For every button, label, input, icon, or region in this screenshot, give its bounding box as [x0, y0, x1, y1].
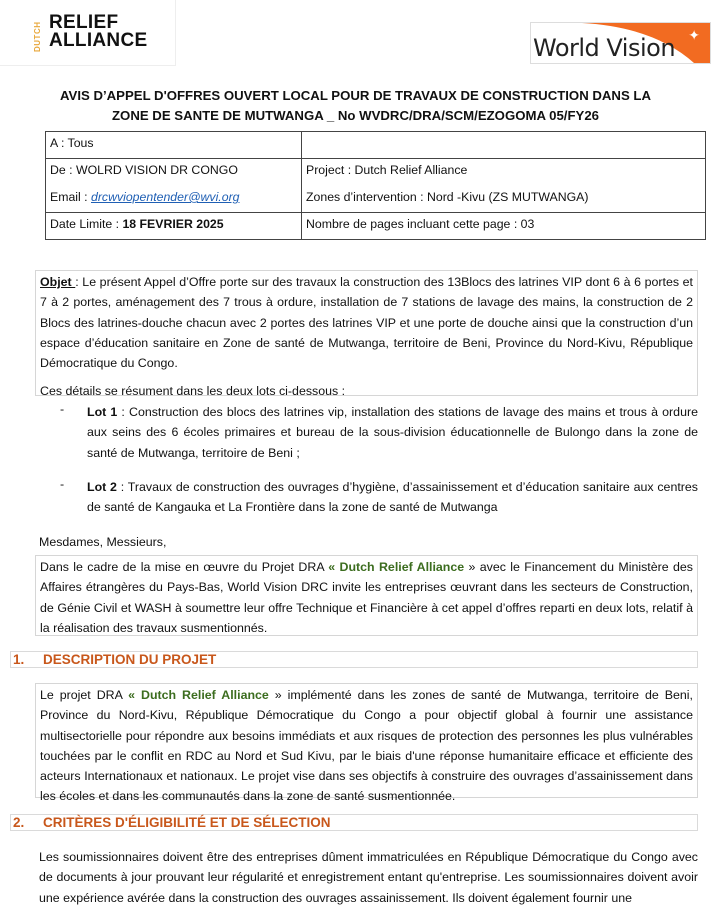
dra-highlight: « Dutch Relief Alliance — [128, 688, 269, 702]
criteria-paragraph: Les soumissionnaires doivent être des entreprises dûment immatriculées en République Démocratique du Congo avec de documents à jour prouvant leur régularité et enregistrement entant qu'entreprise. Les soumissionnaires doivent avoir une expérience avérée dans la construction des ouvrages assainissement. Ils doivent également fournir une — [39, 850, 698, 905]
deadline-cell: Date Limite : 18 FEVRIER 2025 — [46, 213, 302, 240]
bullet-dash: - — [60, 477, 65, 491]
objet-label: Objet — [40, 275, 76, 289]
dutch-relief-alliance-logo — [0, 0, 176, 66]
header-info-table — [45, 131, 706, 240]
world-vision-logo: ✦ World Vision — [530, 22, 711, 64]
greeting: Mesdames, Messieurs, — [39, 535, 167, 549]
bullet-dash: - — [60, 402, 65, 416]
logo-relief-alliance-text: RELIEF ALLIANCE — [49, 12, 148, 51]
deadline-date: 18 FEVRIER 2025 — [122, 217, 224, 231]
zones-text: Zones d’intervention : Nord -Kivu (ZS MUTWANGA) — [306, 190, 589, 204]
intro-box — [35, 555, 698, 636]
email-link[interactable]: drcwviopentender@wvi.org — [91, 190, 240, 204]
description-box — [35, 683, 698, 804]
star-icon: ✦ — [688, 27, 700, 43]
lot-item: - Lot 1 : Construction des blocs des latrines vip, installation des stations de lavage des mains et trous à ordure aux seins des 6 écoles primaires et bureau de la sous-division éducationnelle de Bulongo dans la zone de santé de Mutwanga, territoire de Beni ; — [60, 402, 698, 460]
from-text: De : WOLRD VISION DR CONGO — [50, 163, 238, 177]
logo-dutch-text: DUTCH — [33, 21, 42, 52]
objet-box — [35, 270, 698, 399]
section-heading-criteria: 2. CRITÈRES D'ÉLIGIBILITÉ ET DE SÉLECTION — [10, 814, 698, 831]
project-text: Project : Dutch Relief Alliance — [306, 163, 468, 177]
table-row — [46, 213, 706, 240]
email-line: Email : drcwviopentender@wvi.org — [50, 190, 240, 204]
document-title: AVIS D’APPEL D'OFFRES OUVERT LOCAL POUR DE TRAVAUX DE CONSTRUCTION DANS LA ZONE DE SANTE DE MUTWANGA _ No WVDRC/DRA/SCM/EZOGOMA 05/FY26 — [60, 88, 651, 123]
project-zones-cell — [302, 159, 706, 213]
to-cell: A : Tous — [46, 132, 302, 159]
objet-summary: Ces détails se résument dans les deux lots ci-dessous : — [40, 384, 346, 399]
intro-paragraph: Dans le cadre de la mise en œuvre du Projet DRA « Dutch Relief Alliance » avec le Financement du Ministère des Affaires étrangères du Pays-Bas, World Vision DRC invite les entreprises œuvrant dans les secteurs de Construction, de Génie Civil et WASH à soumettre leur offre Technique et Financière à cet appel d’offres reparti en deux lots, relatif à la réalisation des travaux susmentionnés. — [40, 560, 693, 635]
description-paragraph: Le projet DRA « Dutch Relief Alliance » implémenté dans les zones de santé de Mutwanga, territoire de Beni, Province du Nord-Kivu, République Démocratique du Congo a pour objectif global à fournir une assistance multisectorielle pour répondre aux besoins immédiats et aux risques de protection des personnes les plus vulnérables touchées par le conflit en RDC au Nord et Sud Kivu, par le biais d'une réponse humanitaire efficace et efficiente des acteurs Internationaux et nationaux. Le projet vise dans ses objectifs à construire des ouvrages d’assainissement dans les écoles et dans les communautés dans la zone de santé susmentionnée. — [40, 688, 693, 804]
lot-label: Lot 1 — [87, 405, 118, 419]
lot-label: Lot 2 — [87, 480, 117, 494]
from-email-cell — [46, 159, 302, 213]
objet-paragraph: Objet : Le présent Appel d’Offre porte sur des travaux la construction des 13Blocs des latrines VIP dont 6 à 6 portes et 7 à 2 portes, aménagement des 7 trous à ordure, installation de 7 stations de lavage des mains, la construction de 2 Blocs des latrines-douche chacun avec 2 portes des latrines VIP et une porte de douche ainsi que la construction d’un espace d’éducation sanitaire en Zone de santé de Mutwanga, territoire de Beni, Province du Nord-Kivu, République Démocratique du Congo. — [40, 275, 693, 371]
pages-cell: Nombre de pages incluant cette page : 03 — [302, 213, 706, 240]
table-row — [46, 132, 706, 159]
empty-cell — [302, 132, 706, 159]
section-heading-description: 1. DESCRIPTION DU PROJET — [10, 651, 698, 668]
dra-highlight: « Dutch Relief Alliance — [328, 560, 465, 574]
lot-item: - Lot 2 : Travaux de construction des ouvrages d’hygiène, d’assainissement et d’éducation sanitaire aux centres de santé de Kangauka et La Frontière dans la zone de santé de Mutwanga — [60, 477, 698, 515]
table-row — [46, 159, 706, 213]
